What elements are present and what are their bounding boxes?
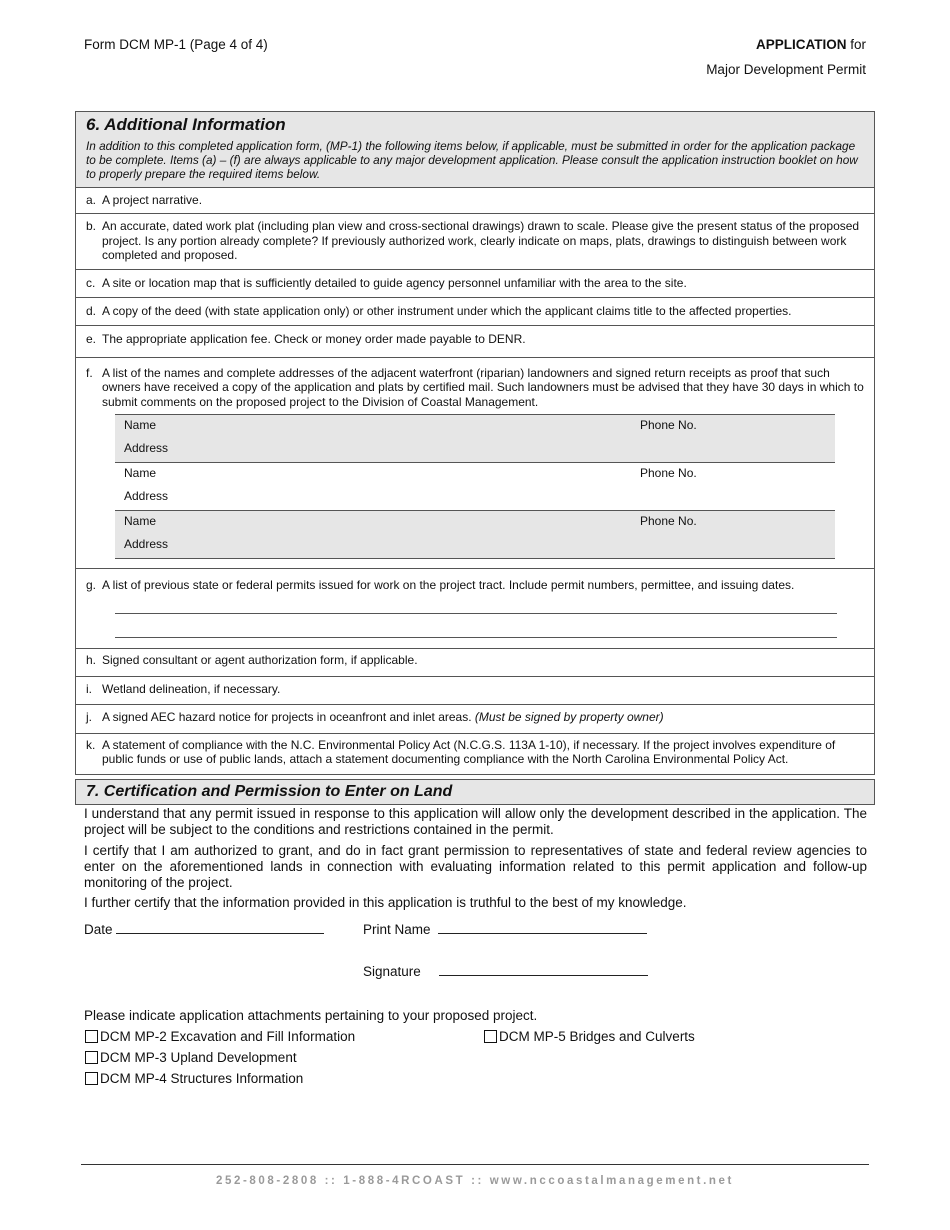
item-h (76, 649, 874, 676)
certification-paragraph-3: I further certify that the information provided in this application is truthful to the best of my knowledge. (84, 895, 687, 910)
form-title-bold: APPLICATION (755, 37, 847, 52)
attachment-mp5[interactable] (484, 1029, 695, 1044)
item-f (76, 358, 874, 569)
item-text: A signed AEC hazard notice for projects in oceanfront and inlet areas. (102, 710, 475, 725)
landowner-row[interactable] (115, 511, 835, 559)
attachment-label: DCM MP-3 Upland Development (100, 1050, 297, 1065)
item-g (76, 569, 874, 649)
item-text: A statement of compliance with the N.C. Environmental Policy Act (N.C.G.S. 113A 1-10), if necessary. If the project involves expenditure of public funds or use of public lands, attach a statement documenting compliance with the North Carolina Environmental Policy Act. (102, 737, 836, 767)
form-id: Form DCM MP-1 (Page 4 of 4) (84, 37, 268, 52)
date-label: Date (84, 922, 113, 937)
attachment-label: DCM MP-4 Structures Information (100, 1071, 304, 1086)
name-label: Name (124, 466, 157, 481)
item-label: b. (86, 219, 97, 234)
section6-intro: In addition to this completed application form, (MP-1) the following items below, if applicable, must be submitted in order for the application package to be complete. Items (a) – (f) are always applicable to any major development application. Please consult the application instruction booklet on how to properly prepare the required items below. (86, 139, 858, 181)
date-input-line[interactable] (116, 921, 324, 934)
item-label: c. (86, 275, 96, 290)
print-name-input-line[interactable] (438, 921, 647, 934)
section7-title: 7. Certification and Permission to Enter on Land (86, 783, 453, 800)
item-text: A copy of the deed (with state application only) or other instrument under which the applicant claims title to the affected properties. (102, 304, 792, 319)
item-text: An accurate, dated work plat (including plan view and cross-sectional drawings) drawn to scale. Please give the present status of the proposed project. Is any portion already complete? If previously authorized work, clearly indicate on maps, plats, drawings to distinguish between work completed and proposed. (102, 219, 860, 263)
signature-input-line[interactable] (439, 963, 648, 976)
item-a (76, 188, 874, 214)
item-j (76, 705, 874, 733)
item-note: (Must be signed by property owner) (474, 710, 664, 725)
checkbox[interactable] (484, 1030, 497, 1043)
item-text: The appropriate application fee. Check or money order made payable to DENR. (102, 332, 526, 347)
print-name-label: Print Name (363, 922, 431, 937)
form-title-rest: for (846, 37, 866, 52)
signature-label: Signature (363, 964, 421, 979)
item-i (76, 677, 874, 705)
phone-label: Phone No. (640, 418, 697, 433)
item-label: d. (86, 304, 97, 319)
attachment-label: DCM MP-5 Bridges and Culverts (499, 1029, 695, 1044)
footer-contact: 252-808-2808 :: 1-888-4RCOAST :: www.nccoastalmanagement.net (216, 1175, 734, 1187)
checkbox[interactable] (85, 1072, 98, 1085)
item-text: A project narrative. (102, 193, 203, 207)
item-label: i. (86, 681, 92, 696)
item-label: g. (86, 578, 97, 593)
item-text: A list of previous state or federal permits issued for work on the project tract. Include permit numbers, permittee, and issuing dates. (102, 578, 795, 593)
address-label: Address (124, 441, 169, 456)
checkbox[interactable] (85, 1030, 98, 1043)
section6-title: 6. Additional Information (86, 115, 286, 134)
item-label: j. (86, 710, 92, 725)
address-label: Address (124, 537, 169, 552)
signature-field (363, 963, 648, 979)
item-label: k. (86, 737, 96, 752)
phone-label: Phone No. (640, 514, 697, 529)
form-subtitle: Major Development Permit (706, 62, 866, 77)
item-text: A list of the names and complete addresses of the adjacent waterfront (riparian) landowners and signed return receipts as proof that such owners have received a copy of the application and plats by certified mail. Such landowners must be advised that they have 30 days in which to submit comments on the proposed project to the Division of Coastal Management. (102, 365, 864, 409)
attachment-mp4[interactable] (85, 1071, 303, 1086)
phone-label: Phone No. (640, 466, 697, 481)
item-e (76, 326, 874, 357)
attachment-mp2[interactable] (85, 1029, 355, 1044)
item-text: Wetland delineation, if necessary. (102, 681, 281, 696)
permit-list-line[interactable] (115, 637, 837, 638)
footer-divider (81, 1164, 869, 1165)
checkbox[interactable] (85, 1051, 98, 1064)
item-label: f. (86, 365, 93, 380)
form-title (756, 37, 866, 52)
name-label: Name (124, 418, 157, 433)
address-label: Address (124, 489, 169, 504)
item-label: e. (86, 332, 97, 347)
name-label: Name (124, 514, 157, 529)
landowner-row[interactable] (115, 415, 835, 463)
item-text: Signed consultant or agent authorization form, if applicable. (102, 653, 418, 668)
certification-paragraph-1: I understand that any permit issued in response to this application will allow only the development described in the application. The project will be subject to the conditions and restrictions contained in the permit. (84, 806, 867, 837)
section6-header (76, 112, 874, 188)
attachments-prompt: Please indicate application attachments pertaining to your proposed project. (84, 1008, 538, 1023)
item-label: h. (86, 653, 97, 668)
certification-paragraph-2: I certify that I am authorized to grant, and do in fact grant permission to representatives of state and federal review agencies to enter on the aforementioned lands in connection with evaluating information related to this permit application and follow-up monitoring of the project. (84, 843, 867, 890)
item-label: a. (86, 193, 97, 207)
section7-header (75, 779, 875, 805)
section-additional-information (75, 111, 875, 775)
landowner-row[interactable] (115, 463, 835, 511)
landowner-table (115, 414, 835, 559)
item-d (76, 298, 874, 326)
item-c (76, 270, 874, 298)
item-b (76, 214, 874, 269)
attachment-mp3[interactable] (85, 1050, 297, 1065)
item-text: A site or location map that is sufficiently detailed to guide agency personnel unfamiliar with the area to the site. (102, 275, 687, 290)
print-name-field (363, 921, 647, 937)
attachment-label: DCM MP-2 Excavation and Fill Information (100, 1029, 356, 1044)
date-field (84, 921, 324, 937)
item-k (76, 734, 874, 774)
